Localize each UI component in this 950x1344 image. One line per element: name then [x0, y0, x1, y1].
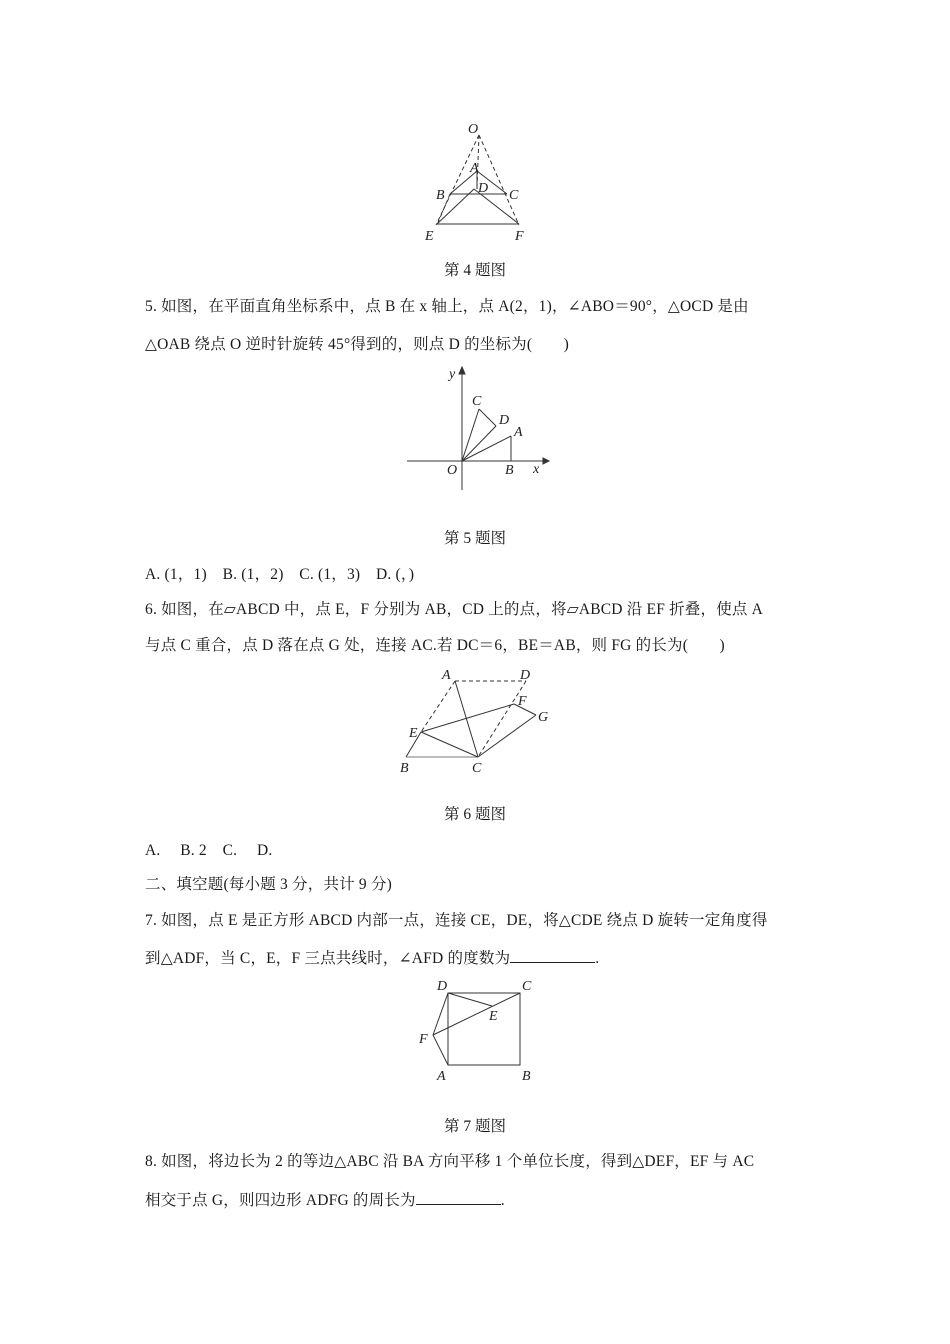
label-x: x [533, 462, 540, 477]
question-7-text: 到△ADF，当 C，E，F 三点共线时，∠AFD 的度数为 [145, 950, 511, 967]
label-O: O [447, 463, 458, 478]
figure-5 [395, 360, 555, 490]
label-E: E [489, 1009, 498, 1024]
label-C: C [522, 979, 532, 994]
label-C: C [509, 188, 519, 203]
figure-4 [400, 115, 550, 245]
label-y: y [449, 367, 456, 382]
question-7-end: . [595, 950, 600, 967]
label-D: D [499, 413, 510, 428]
label-A: A [437, 1069, 446, 1084]
label-D: D [437, 979, 448, 994]
question-5-line-2: △OAB 绕点 O 逆时针旋转 45°得到的，则点 D 的坐标为( ) [145, 336, 570, 353]
question-8-line-2 [145, 1190, 505, 1211]
label-B: B [400, 761, 409, 776]
label-A: A [470, 161, 479, 176]
figure-5-caption: 第 5 题图 [443, 530, 506, 547]
figure-7 [400, 970, 550, 1090]
label-D: D [478, 181, 489, 196]
question-6-line-2: 与点 C 重合，点 D 落在点 G 处，连接 AC.若 DC＝6，BE＝AB，则 FG 的长为( ) [145, 637, 725, 654]
question-8-end: . [500, 1192, 505, 1209]
figure-6-caption: 第 6 题图 [443, 806, 506, 823]
label-E: E [409, 726, 418, 741]
label-O: O [468, 122, 479, 137]
label-A: A [514, 425, 523, 440]
label-B: B [522, 1069, 531, 1084]
figure-7-caption: 第 7 题图 [443, 1118, 506, 1135]
label-E: E [425, 229, 434, 244]
label-C: C [472, 761, 482, 776]
question-8-text: 相交于点 G，则四边形 ADFG 的周长为 [145, 1192, 416, 1209]
figure-4-caption: 第 4 题图 [443, 262, 506, 279]
question-7-line-1: 7. 如图，点 E 是正方形 ABCD 内部一点，连接 CE，DE，将△CDE 绕点 D 旋转一定角度得 [145, 912, 768, 929]
section-heading-fill-in: 二、填空题(每小题 3 分，共计 9 分) [145, 876, 393, 893]
label-C: C [472, 394, 482, 409]
label-F: F [515, 229, 524, 244]
label-F: F [518, 694, 527, 709]
question-5-line-1: 5. 如图，在平面直角坐标系中，点 B 在 x 轴上，点 A(2，1)，∠ABO＝90°，△OCD 是由 [145, 298, 749, 315]
question-6-line-1: 6. 如图，在▱ABCD 中，点 E，F 分别为 AB，CD 上的点，将▱ABCD 沿 EF 折叠，使点 A [145, 601, 764, 618]
question-5-options: A. (1，1) B. (1，2) C. (1，3) D. (，) [145, 566, 415, 583]
question-8-line-1: 8. 如图，将边长为 2 的等边△ABC 沿 BA 方向平移 1 个单位长度，得到△DEF，EF 与 AC [145, 1153, 755, 1170]
label-A: A [442, 668, 451, 683]
label-F: F [419, 1032, 428, 1047]
answer-blank-q8[interactable] [416, 1190, 501, 1205]
question-6-options: A. B. 2 C. D. [145, 842, 273, 859]
answer-blank-q7[interactable] [510, 948, 595, 963]
label-B: B [505, 463, 514, 478]
label-B: B [436, 188, 445, 203]
label-G: G [538, 710, 549, 725]
label-D: D [520, 668, 531, 683]
figure-6 [390, 660, 560, 780]
question-7-line-2 [145, 948, 599, 969]
